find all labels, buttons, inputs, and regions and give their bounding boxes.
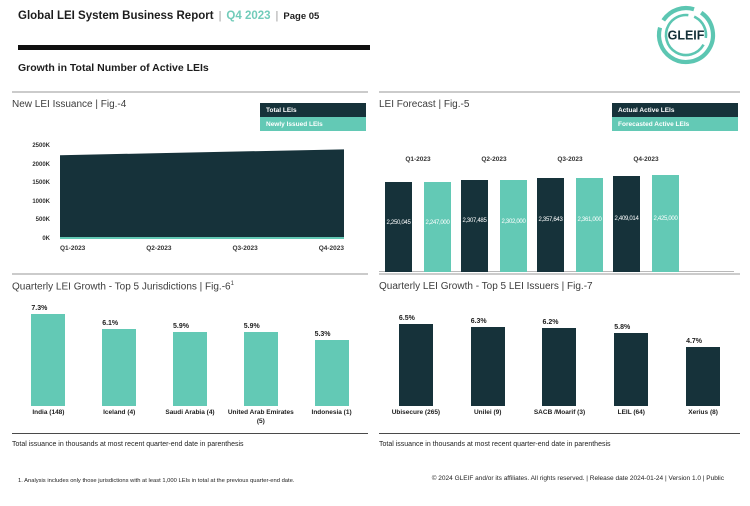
fig5-bar-value-label: 2,307,485: [462, 218, 487, 225]
fig6-percent-label: 5.9%: [172, 323, 189, 331]
fig5-forecast-bar: [576, 178, 603, 272]
divider: |: [275, 10, 279, 22]
fig6-jurisdiction-bar: [315, 340, 349, 407]
fig4-newly-issued-series: [60, 237, 344, 239]
fig7-issuer-bar: [686, 347, 720, 406]
fig5-quarter-group: [461, 156, 527, 272]
fig6-jurisdiction-bar: [31, 314, 65, 406]
section-title: Growth in Total Number of Active LEIs: [18, 62, 209, 74]
copyright-line: © 2024 GLEIF and/or its affiliates. All rights reserved. | Release date 2024-01-24 | Version 1.0 | Public: [431, 475, 724, 482]
fig4-y-axis: [12, 143, 54, 242]
right-footer: [379, 433, 740, 448]
fig7-percent-label: 6.3%: [470, 317, 487, 325]
report-header: [18, 10, 319, 22]
analysis-footnote: 1. Analysis includes only those jurisdictions with at least 1,000 LEIs in total at the previous quarter-end date.: [18, 478, 295, 484]
fig4-total-leis-area: [60, 149, 344, 239]
fig5-quarter-group: [537, 156, 603, 272]
fig6-bar-stack: [244, 300, 278, 406]
fig7-bar-stack: [614, 300, 648, 406]
fig5-bar-value-label: 2,250,045: [386, 219, 411, 226]
fig5-forecast-bar: [500, 180, 527, 272]
legend-item-forecasted-active-leis: Forecasted Active LEIs: [612, 117, 738, 131]
fig7-bar-stack: [686, 300, 720, 406]
gleif-logo-icon: [654, 3, 718, 72]
divider: |: [218, 10, 222, 22]
fig6-column: [155, 300, 226, 426]
fig6-category-label: Iceland (4): [103, 409, 136, 417]
fig5-bar-value-label: 2,247,000: [425, 219, 450, 226]
fig4-x-tick: Q3-2023: [232, 245, 258, 252]
fig6-bar-stack: [173, 300, 207, 406]
fig5-bar-chart: [379, 156, 740, 272]
fig7-percent-label: 6.2%: [542, 318, 559, 326]
fig7-percent-label: 5.8%: [614, 323, 631, 331]
fig5-bar-pair: [613, 172, 679, 272]
fig6-category-label: India (148): [32, 409, 65, 417]
fig7-bar-stack: [471, 300, 505, 406]
fig5-bar-pair: [537, 172, 603, 272]
fig7-bar-chart: [379, 300, 740, 417]
fig5-bar-value-label: 2,357,643: [538, 217, 563, 224]
fig5-bar-pair: [461, 172, 527, 272]
fig5-bar-value-label: 2,425,000: [653, 215, 678, 222]
fig6-title-superscript: 1: [230, 281, 234, 287]
fig7-issuer-bar: [471, 327, 505, 406]
fig7-issuer-bar: [614, 333, 648, 406]
fig5-forecast-bar: [424, 182, 451, 272]
fig7-issuer-bar: [399, 324, 433, 406]
fig4-x-tick: Q1-2023: [60, 245, 86, 252]
left-footer-note: Total issuance in thousands at most recent quarter-end date in parenthesis: [12, 441, 244, 448]
fig7-column: [595, 300, 667, 417]
fig7-category-label: LEIL (64): [617, 409, 645, 416]
fig7-bar-stack: [399, 300, 433, 406]
fig6-column: [296, 300, 367, 426]
fig6-percent-label: 6.1%: [102, 320, 119, 328]
page-number: Page 05: [283, 11, 320, 22]
panel-top5-lei-issuers: [379, 273, 740, 429]
fig6-column: [13, 300, 84, 426]
fig4-y-tick: 1500K: [32, 180, 50, 187]
fig5-bar-value-label: 2,409,014: [614, 216, 639, 223]
panel-new-lei-issuance: [12, 91, 368, 268]
fig5-actual-bar: [461, 180, 488, 272]
fig7-column: [667, 300, 739, 417]
fig6-percent-label: 5.3%: [314, 330, 331, 338]
fig4-x-axis: [60, 245, 344, 252]
fig6-category-label: Indonesia (1): [311, 409, 352, 417]
fig6-percent-label: 7.3%: [31, 305, 48, 313]
fig7-column: [524, 300, 596, 417]
fig6-jurisdiction-bar: [244, 332, 278, 406]
fig6-jurisdiction-bar: [102, 329, 136, 406]
fig6-bar-stack: [102, 300, 136, 406]
fig4-y-tick: 0K: [42, 236, 50, 242]
fig4-area-chart: [12, 143, 368, 271]
fig7-issuer-bar: [542, 328, 576, 406]
fig4-y-tick: 2500K: [32, 143, 50, 149]
fig5-bar-value-label: 2,361,000: [577, 217, 602, 224]
fig5-bar-pair: [385, 172, 451, 272]
fig6-column: [84, 300, 155, 426]
fig5-bar-value-label: 2,302,000: [501, 218, 526, 225]
fig5-legend: [612, 103, 738, 131]
fig7-percent-label: 4.7%: [686, 337, 703, 345]
fig4-legend: [260, 103, 366, 131]
report-title: Global LEI System Business Report: [18, 10, 214, 22]
fig7-category-label: SACB /Moarif (3): [533, 409, 586, 416]
legend-item-actual-active-leis: Actual Active LEIs: [612, 103, 738, 117]
fig5-forecast-bar: [652, 175, 679, 272]
fig5-quarter-label: Q2-2023: [481, 156, 507, 163]
fig6-category-label: Saudi Arabia (4): [165, 409, 215, 417]
legend-item-total-leis: Total LEIs: [260, 103, 366, 117]
fig5-actual-bar: [613, 176, 640, 272]
fig5-quarter-label: Q4-2023: [633, 156, 659, 163]
fig4-title: New LEI Issuance | Fig.-4: [12, 99, 127, 110]
fig6-title: [12, 281, 368, 292]
fig5-actual-bar: [537, 178, 564, 272]
fig6-bar-chart: [12, 300, 368, 426]
fig5-quarter-group: [613, 156, 679, 272]
fig7-category-label: Ubisecure (265): [391, 409, 441, 416]
fig4-y-tick: 500K: [35, 217, 50, 224]
fig6-title-text: Quarterly LEI Growth - Top 5 Jurisdictions | Fig.-6: [12, 281, 231, 293]
fig7-title: Quarterly LEI Growth - Top 5 LEI Issuers | Fig.-7: [379, 281, 593, 292]
report-period: Q4 2023: [226, 10, 271, 22]
fig4-x-tick: Q2-2023: [146, 245, 172, 252]
fig5-actual-bar: [385, 182, 412, 272]
fig5-quarter-label: Q3-2023: [557, 156, 583, 163]
right-footer-note: Total issuance in thousands at most recent quarter-end date in parenthesis: [379, 441, 611, 448]
fig5-quarter-label: Q1-2023: [405, 156, 431, 163]
fig4-y-tick: 1000K: [32, 198, 50, 205]
fig4-x-tick: Q4-2023: [318, 245, 344, 252]
fig7-bar-stack: [542, 300, 576, 406]
panel-top5-jurisdictions: [12, 273, 368, 429]
legend-item-newly-issued-leis: Newly Issued LEIs: [260, 117, 366, 131]
header-rule: [18, 45, 370, 50]
fig7-category-label: Xerius (8): [688, 409, 718, 416]
fig6-category-label: United Arab Emirates (5): [227, 409, 294, 425]
fig7-column: [380, 300, 452, 417]
fig7-percent-label: 6.5%: [398, 315, 415, 323]
fig6-jurisdiction-bar: [173, 332, 207, 406]
fig6-percent-label: 5.9%: [243, 323, 260, 331]
fig6-column: [225, 300, 296, 426]
fig5-title: LEI Forecast | Fig.-5: [379, 99, 470, 110]
fig4-y-tick: 2000K: [32, 161, 50, 168]
left-footer: [12, 433, 368, 448]
gleif-logo-text: GLEIF: [667, 28, 705, 43]
fig5-quarter-group: [385, 156, 451, 272]
fig4-plot-area: [60, 146, 344, 239]
fig7-category-label: Unilei (9): [473, 409, 502, 416]
fig7-column: [452, 300, 524, 417]
panel-lei-forecast: [379, 91, 740, 268]
fig6-bar-stack: [315, 300, 349, 406]
fig6-bar-stack: [31, 300, 65, 406]
